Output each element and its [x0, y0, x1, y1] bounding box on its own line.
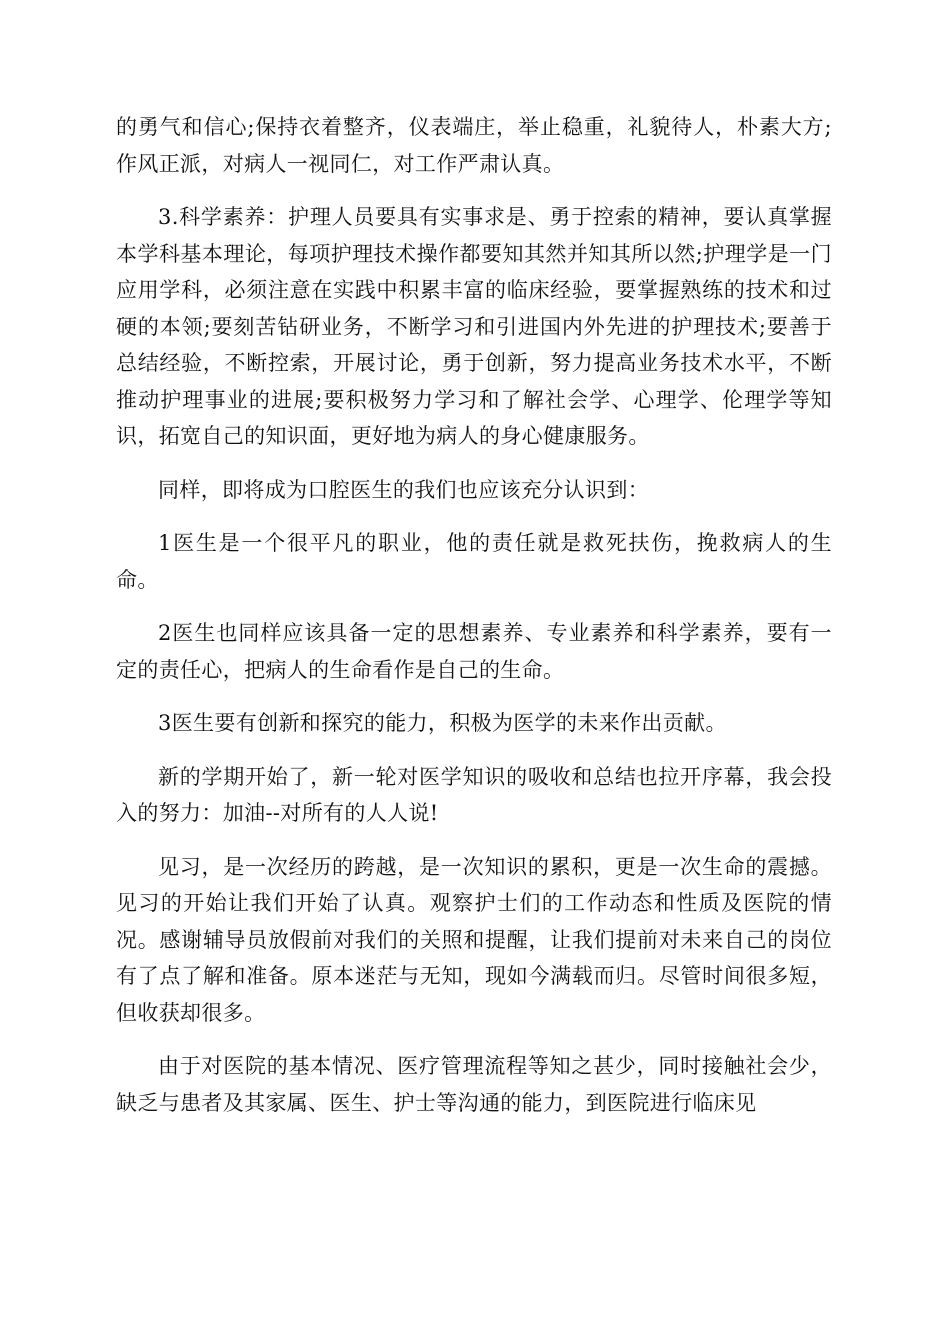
paragraph-intro-recognize: 同样，即将成为口腔医生的我们也应该充分认识到：	[158, 477, 650, 502]
paragraph-point-1: 1医生是一个很平凡的职业，他的责任就是救死扶伤，挽救病人的生命。	[116, 531, 832, 592]
paragraph-new-semester: 新的学期开始了，新一轮对医学知识的吸收和总结也拉开序幕，我会投入的努力：加油--对所有的人人说!	[116, 764, 832, 825]
paragraph-scientific-literacy: 3.科学素养：护理人员要具有实事求是、勇于控索的精神，要认真掌握本学科基本理论，每项护理技术操作都要知其然并知其所以然;护理学是一门应用学科，必须注意在实践中积累丰富的临床经验，要掌握熟练的技术和过硬的本领;要刻苦钻研业务，不断学习和引进国内外先进的护理技术;要善于总结经验，不断控索，开展讨论，勇于创新，努力提高业务技术水平，不断推动护理事业的进展;要积极努力学习和了解社会学、心理学、伦理学等知识，拓宽自己的知识面，更好地为病人的身心健康服务。	[116, 205, 832, 448]
paragraph-hospital-basics: 由于对医院的基本情况、医疗管理流程等知之甚少，同时接触社会少，缺乏与患者及其家属、医生、护士等沟通的能力，到医院进行临床见	[116, 1054, 832, 1115]
paragraph-continuation: 的勇气和信心;保持衣着整齐，仪表端庄，举止稳重，礼貌待人，朴素大方;作风正派，对病人一视同仁，对工作严肃认真。	[116, 115, 832, 176]
paragraph-point-3: 3医生要有创新和探究的能力，积极为医学的未来作出贡献。	[158, 711, 727, 735]
document-body	[116, 109, 832, 1121]
paragraph-point-2: 2医生也同样应该具备一定的思想素养、专业素养和科学素养，要有一定的责任心，把病人的生命看作是自己的生命。	[116, 621, 832, 682]
paragraph-internship: 见习，是一次经历的跨越，是一次知识的累积，更是一次生命的震撼。见习的开始让我们开始了认真。观察护士们的工作动态和性质及医院的情况。感谢辅导员放假前对我们的关照和提醒，让我们提前对未来自己的岗位有了点了解和准备。原本迷茫与无知，现如今满载而归。尽管时间很多短，但收获却很多。	[116, 854, 832, 1025]
